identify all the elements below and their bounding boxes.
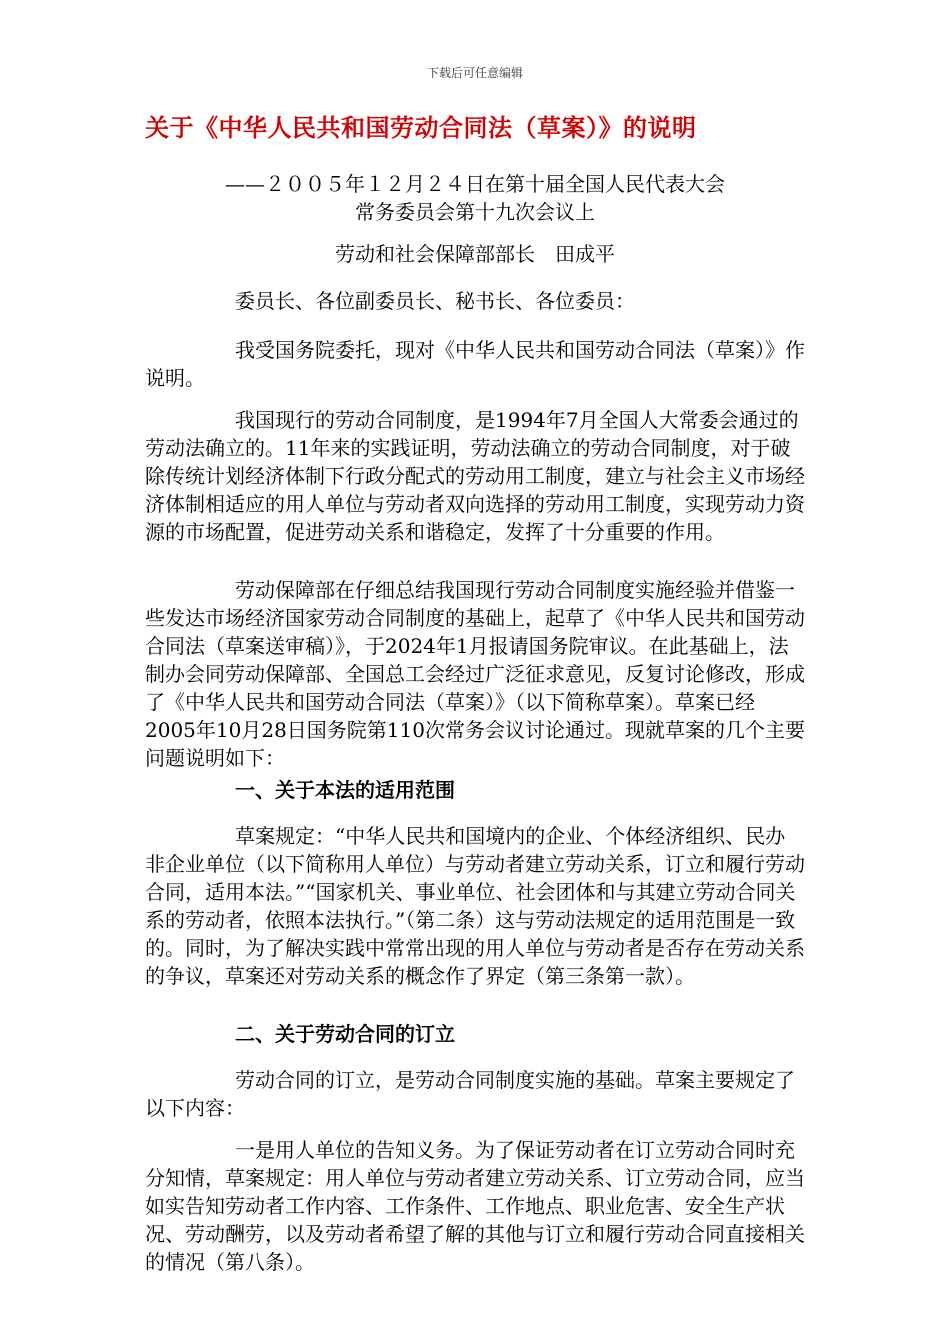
paragraph-1: 我受国务院委托，现对《中华人民共和国劳动合同法（草案）》作说明。 [145,338,805,390]
paragraph-3: 劳动保障部在仔细总结我国现行劳动合同制度实施经验并借鉴一些发达市场经济国家劳动合同制度的基础上，起草了《中华人民共和国劳动合同法（草案送审稿）》，于2024年1月报请国务院审议。在此基础上，法制办会同劳动保障部、全国总工会经过广泛征求意见，反复讨论修改，形成了《中华人民共和国劳动合同法（草案）》（以下简称草案）。草案已经2005年10月28日国务院第110次常务会议讨论通过。现就草案的几个主要问题说明如下： [145,578,805,770]
subtitle [145,170,805,226]
salutation: 委员长、各位副委员长、秘书长、各位委员： [235,289,635,313]
subtitle-line-1: ——２００５年１２月２４日在第十届全国人民代表大会 [225,172,725,196]
header-note: 下载后可任意编辑 [426,66,523,80]
section-2-heading: 二、关于劳动合同的订立 [235,1022,455,1046]
section-2-text-2: 一是用人单位的告知义务。为了保证劳动者在订立劳动合同时充分知情，草案规定：用人单位与劳动者建立劳动关系、订立劳动合同，应当如实告知劳动者工作内容、工作条件、工作地点、职业危害、安全生产状况、劳动酬劳，以及劳动者希望了解的其他与订立和履行劳动合同直接相关的情况（第八条）。 [145,1138,805,1274]
paragraph-2: 我国现行的劳动合同制度，是1994年7月全国人大常委会通过的劳动法确立的。11年来的实践证明，劳动法确立的劳动合同制度，对于破除传统计划经济体制下行政分配式的劳动用工制度，建立与社会主义市场经济体制相适应的用人单位与劳动者双向选择的劳动用工制度，实现劳动力资源的市场配置，促进劳动关系和谐稳定，发挥了十分重要的作用。 [145,408,805,544]
section-2-text-1: 劳动合同的订立，是劳动合同制度实施的基础。草案主要规定了以下内容： [145,1068,795,1120]
speaker-line: 劳动和社会保障部部长 田成平 [335,242,615,266]
section-1-heading: 一、关于本法的适用范围 [235,778,455,802]
section-1-text: 草案规定：“中华人民共和国境内的企业、个体经济组织、民办非企业单位（以下简称用人单位）与劳动者建立劳动关系，订立和履行劳动合同，适用本法。”“国家机关、事业单位、社会团体和与其建立劳动合同关系的劳动者，依照本法执行。”（第二条）这与劳动法规定的适用范围是一致的。同时，为了解决实践中常常出现的用人单位与劳动者是否存在劳动关系的争议，草案还对劳动关系的概念作了界定（第三条第一款）。 [145,824,805,988]
subtitle-line-2: 常务委员会第十九次会议上 [355,200,595,224]
document-title: 关于《中华人民共和国劳动合同法（草案）》的说明 [145,114,697,142]
